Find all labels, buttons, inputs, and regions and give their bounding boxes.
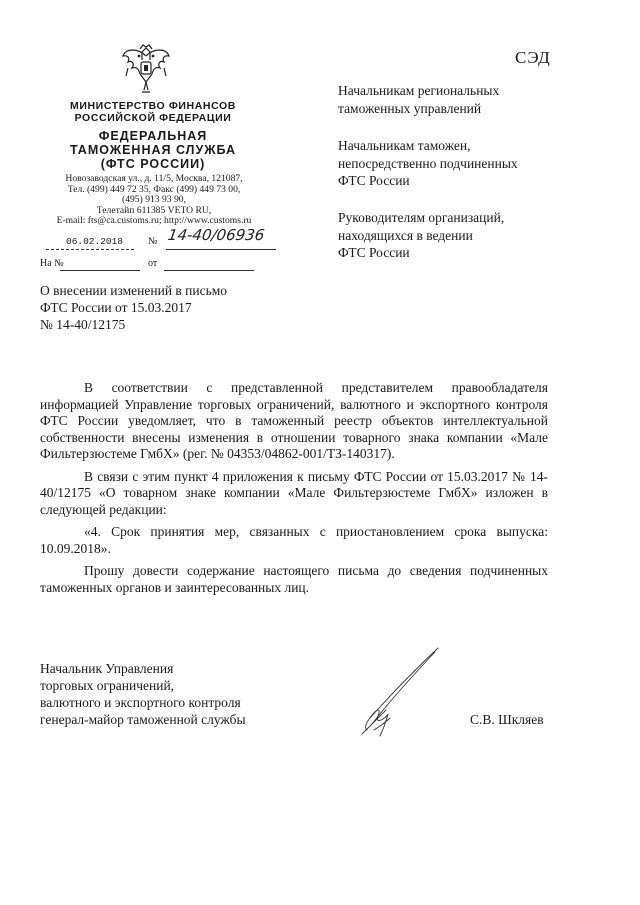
- subject-line: ФТС России от 15.03.2017: [40, 300, 192, 315]
- addressee-regional: [338, 82, 598, 117]
- letter-body: [40, 380, 548, 596]
- letter-subject: [40, 282, 300, 333]
- position-line: Начальник Управления: [40, 661, 174, 676]
- registration-line: [40, 226, 280, 252]
- reference-line: [40, 258, 280, 274]
- addressee-line: находящихся в ведении: [338, 227, 473, 243]
- registration-number: 14-40/06936: [166, 226, 266, 244]
- number-underline: [166, 249, 276, 250]
- service-name: [48, 129, 258, 171]
- address-line-1: Новозаводская ул., д. 11/5, Москва, 121087,: [65, 173, 243, 184]
- addressee-line: ФТС России: [338, 173, 410, 188]
- reference-number-blank: [60, 270, 140, 271]
- address-line-5: E-mail: fts@ca.customs.ru; http://www.customs.ru: [56, 215, 252, 227]
- address-line-2: Тел. (499) 449 72 35, Факс (499) 449 73 00,: [67, 183, 241, 195]
- handwritten-signature: [340, 640, 450, 740]
- reference-number-label: На №: [40, 258, 64, 269]
- sed-mark: СЭД: [515, 48, 551, 67]
- addressee-line: Руководителям организаций,: [338, 210, 505, 225]
- contact-block: [44, 174, 264, 227]
- registration-number-label: №: [148, 236, 158, 247]
- position-line: генерал-майор таможенной службы: [40, 712, 246, 727]
- service-line-2: ТАМОЖЕННАЯ СЛУЖБА: [69, 143, 237, 157]
- addressee-line: Начальникам региональных: [338, 83, 500, 98]
- coat-of-arms-icon: [120, 42, 172, 98]
- subject-line: О внесении изменений в письмо: [40, 283, 228, 298]
- addressee-line: ФТС России: [338, 245, 410, 260]
- reference-date-label: от: [148, 258, 158, 269]
- body-paragraph-1: В соответствии с представленной представителем правообладателя информацией Управление торговых ограничений, валютного и экспортного контроля ФТС России уведомляет, что в таможенный реестр объектов интеллектуальной собственности внесены изменения в отношении товарного знака компании «Мале Фильтерзюстеме ГмбХ» (рег. № 04353/04862-001/ТЗ-140317).: [40, 380, 548, 461]
- position-line: торговых ограничений,: [40, 678, 175, 693]
- signatory-name: С.В. Шкляев: [470, 712, 544, 727]
- body-paragraph-2: В связи с этим пункт 4 приложения к письму ФТС России от 15.03.2017 № 14-40/12175 «О товарном знаке компании «Мале Фильтерзюстеме ГмбХ» изложен в следующей редакции:: [40, 468, 548, 517]
- addressee-line: таможенных управлений: [338, 100, 482, 116]
- date-underline: [46, 249, 134, 250]
- service-line-1: ФЕДЕРАЛЬНАЯ: [98, 129, 208, 143]
- ministry-name: [48, 100, 258, 124]
- reference-date-blank: [164, 270, 254, 271]
- service-line-3: (ФТС РОССИИ): [100, 157, 206, 171]
- addressee-organizations: [338, 209, 598, 262]
- ministry-line-2: РОССИЙСКОЙ ФЕДЕРАЦИИ: [74, 112, 232, 124]
- addressee-customs: [338, 137, 598, 190]
- addressee-line: непосредственно подчиненных: [338, 155, 518, 171]
- subject-line: № 14-40/12175: [40, 317, 126, 332]
- body-paragraph-4: Прошу довести содержание настоящего письма до сведения подчиненных таможенных органов и заинтересованных лиц.: [40, 563, 548, 595]
- address-line-3: (495) 913 93 90,: [122, 194, 186, 206]
- registration-date: 06.02.2018: [66, 236, 124, 247]
- ministry-line-1: МИНИСТЕРСТВО ФИНАНСОВ: [70, 100, 236, 112]
- body-paragraph-3: «4. Срок принятия мер, связанных с приостановлением срока выпуска: 10.09.2018».: [40, 524, 548, 556]
- signatory-position: [40, 660, 300, 728]
- address-line-4: Телетайп 611385 VETO RU,: [96, 204, 212, 216]
- position-line: валютного и экспортного контроля: [40, 695, 241, 710]
- addressee-line: Начальникам таможен,: [338, 138, 471, 153]
